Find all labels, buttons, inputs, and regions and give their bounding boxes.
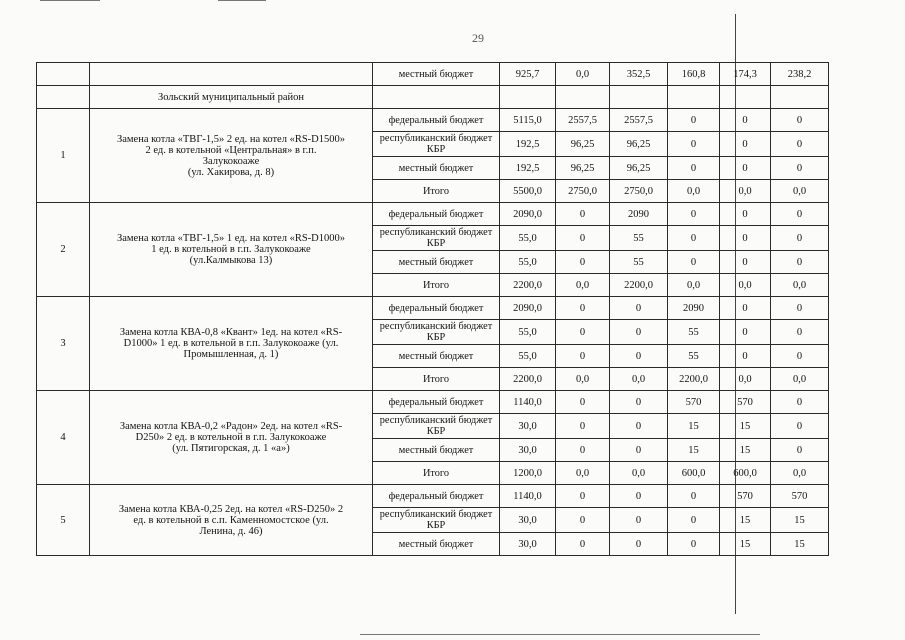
value-cell: 0 (556, 391, 610, 414)
funding-source-cell: местный бюджет (373, 345, 500, 368)
funding-source-cell: Итого (373, 462, 500, 485)
description-line: (ул. Пятигорская, д. 1 «а») (172, 443, 290, 454)
value-cell: 15 (771, 508, 829, 533)
measure-cell (90, 63, 373, 86)
value-cell: 570 (720, 391, 771, 414)
value-cell: 0 (556, 320, 610, 345)
value-cell: 15 (720, 533, 771, 556)
value-cell: 0 (668, 251, 720, 274)
funding-source-cell: федеральный бюджет (373, 391, 500, 414)
value-cell: 0,0 (771, 368, 829, 391)
value-cell: 1140,0 (500, 391, 556, 414)
row-number-cell: 4 (37, 391, 90, 485)
value-cell: 2090,0 (500, 203, 556, 226)
value-cell: 0 (668, 157, 720, 180)
value-cell: 15 (720, 414, 771, 439)
value-cell: 0 (610, 414, 668, 439)
value-cell: 55 (610, 251, 668, 274)
measure-description (90, 109, 373, 203)
value-cell: 600,0 (720, 462, 771, 485)
value-cell: 238,2 (771, 63, 829, 86)
description-line: D250» 2 ед. в котельной в г.п. Залукокоаже (135, 432, 327, 443)
funding-source-cell: местный бюджет (373, 533, 500, 556)
measure-description (90, 203, 373, 297)
value-cell: 600,0 (668, 462, 720, 485)
value-cell: 2090 (668, 297, 720, 320)
value-cell: 0,0 (556, 368, 610, 391)
region-label: Зольский муниципальный район (90, 86, 373, 109)
value-cell: 0,0 (720, 368, 771, 391)
table-row (37, 203, 829, 226)
funding-source-cell: федеральный бюджет (373, 109, 500, 132)
value-cell: 0 (556, 508, 610, 533)
description-line: Замена котла «ТВГ-1,5» 1 ед. на котел «RS-D1000» (116, 233, 345, 244)
funding-source-cell: местный бюджет (373, 439, 500, 462)
description-line: D1000» 1 ед. в котельной в г.п. Залукокоаже (ул. (123, 338, 339, 349)
value-cell: 0 (720, 297, 771, 320)
value-cell: 2750,0 (610, 180, 668, 203)
value-cell: 0 (771, 203, 829, 226)
funding-source-cell: местный бюджет (373, 63, 500, 86)
value-cell: 0,0 (556, 274, 610, 297)
description-line: Замена котла «ТВГ-1,5» 2 ед. на котел «RS-D1500» (116, 133, 345, 145)
value-cell: 2750,0 (556, 180, 610, 203)
value-cell: 0 (668, 132, 720, 157)
value-cell: 15 (771, 533, 829, 556)
value-cell: 0 (556, 226, 610, 251)
value-cell: 0 (771, 157, 829, 180)
value-cell: 2557,5 (556, 109, 610, 132)
value-cell: 2090,0 (500, 297, 556, 320)
value-cell: 0,0 (610, 368, 668, 391)
value-cell: 0 (720, 203, 771, 226)
description-line: 1 ед. в котельной в г.п. Залукокоаже (151, 244, 311, 255)
value-cell: 0,0 (610, 462, 668, 485)
row-number-cell: 1 (37, 109, 90, 203)
value-cell (771, 86, 829, 109)
value-cell: 0 (771, 132, 829, 157)
value-cell: 352,5 (610, 63, 668, 86)
value-cell: 0 (771, 226, 829, 251)
value-cell: 0,0 (556, 462, 610, 485)
value-cell: 0 (610, 320, 668, 345)
value-cell: 0,0 (771, 180, 829, 203)
funding-source-cell: республиканский бюджет КБР (373, 226, 500, 251)
value-cell: 174,3 (720, 63, 771, 86)
value-cell: 2557,5 (610, 109, 668, 132)
value-cell: 5500,0 (500, 180, 556, 203)
value-cell: 0 (771, 251, 829, 274)
value-cell: 55 (610, 226, 668, 251)
funding-source-cell: Итого (373, 368, 500, 391)
value-cell: 96,25 (610, 132, 668, 157)
value-cell: 0 (610, 508, 668, 533)
value-cell: 0 (610, 439, 668, 462)
value-cell: 0 (720, 226, 771, 251)
value-cell: 96,25 (556, 157, 610, 180)
row-number-cell: 5 (37, 485, 90, 556)
value-cell: 0 (610, 297, 668, 320)
value-cell: 0 (556, 203, 610, 226)
value-cell: 15 (720, 508, 771, 533)
funding-source-cell: местный бюджет (373, 251, 500, 274)
description-line: Промышленная, д. 1) (183, 349, 279, 360)
funding-source-cell: федеральный бюджет (373, 297, 500, 320)
value-cell: 2200,0 (668, 368, 720, 391)
value-cell: 96,25 (556, 132, 610, 157)
value-cell: 0 (771, 391, 829, 414)
value-cell: 2200,0 (610, 274, 668, 297)
value-cell: 160,8 (668, 63, 720, 86)
table-row (37, 86, 829, 109)
value-cell: 55,0 (500, 320, 556, 345)
value-cell: 0 (720, 345, 771, 368)
value-cell: 55,0 (500, 226, 556, 251)
value-cell: 1140,0 (500, 485, 556, 508)
description-line: Ленина, д. 46) (199, 525, 263, 537)
top-scan-artifact (40, 0, 100, 1)
value-cell: 0 (720, 251, 771, 274)
value-cell: 0 (610, 533, 668, 556)
value-cell: 0 (556, 533, 610, 556)
value-cell: 0,0 (771, 462, 829, 485)
value-cell: 0 (771, 439, 829, 462)
value-cell: 96,25 (610, 157, 668, 180)
funding-source-cell: республиканский бюджет КБР (373, 320, 500, 345)
table-row (37, 63, 829, 86)
value-cell: 0 (556, 439, 610, 462)
value-cell: 2090 (610, 203, 668, 226)
value-cell (556, 86, 610, 109)
value-cell: 0 (720, 109, 771, 132)
value-cell: 55,0 (500, 345, 556, 368)
funding-source-cell: республиканский бюджет КБР (373, 508, 500, 533)
value-cell: 925,7 (500, 63, 556, 86)
table-row (37, 485, 829, 508)
value-cell: 192,5 (500, 132, 556, 157)
value-cell: 0 (556, 297, 610, 320)
description-line: Замена котла КВА-0,25 2ед. на котел «RS-D250» 2 (118, 503, 344, 515)
value-cell: 55 (668, 345, 720, 368)
value-cell: 0,0 (720, 274, 771, 297)
funding-source-cell: республиканский бюджет КБР (373, 414, 500, 439)
value-cell: 30,0 (500, 439, 556, 462)
value-cell: 55 (668, 320, 720, 345)
value-cell: 15 (720, 439, 771, 462)
measure-description (90, 391, 373, 485)
row-number-cell (37, 86, 90, 109)
row-number-cell: 3 (37, 297, 90, 391)
description-line: 2 ед. в котельной «Центральная» в г.п. (145, 144, 317, 156)
table-row (37, 391, 829, 414)
value-cell: 0 (771, 109, 829, 132)
description-line: Залукокоаже (202, 155, 260, 167)
value-cell: 0 (556, 251, 610, 274)
table-row (37, 297, 829, 320)
value-cell: 192,5 (500, 157, 556, 180)
value-cell: 30,0 (500, 414, 556, 439)
value-cell: 30,0 (500, 508, 556, 533)
value-cell: 2200,0 (500, 274, 556, 297)
value-cell: 0 (610, 485, 668, 508)
funding-source-cell: федеральный бюджет (373, 203, 500, 226)
value-cell: 0 (771, 414, 829, 439)
value-cell: 0 (610, 391, 668, 414)
value-cell: 0 (771, 345, 829, 368)
value-cell: 15 (668, 439, 720, 462)
value-cell (610, 86, 668, 109)
funding-source-cell: местный бюджет (373, 157, 500, 180)
value-cell: 0 (720, 320, 771, 345)
funding-source-cell: федеральный бюджет (373, 485, 500, 508)
description-line: Замена котла КВА-0,2 «Радон» 2ед. на котел «RS- (119, 421, 343, 432)
value-cell: 0 (556, 485, 610, 508)
funding-source-cell: республиканский бюджет КБР (373, 132, 500, 157)
funding-source-cell: Итого (373, 180, 500, 203)
value-cell: 0 (771, 320, 829, 345)
value-cell: 30,0 (500, 533, 556, 556)
value-cell: 0 (771, 297, 829, 320)
description-line: (ул. Хакирова, д. 8) (187, 166, 275, 178)
value-cell: 570 (668, 391, 720, 414)
value-cell: 55,0 (500, 251, 556, 274)
measure-description (90, 297, 373, 391)
funding-source-cell: Итого (373, 274, 500, 297)
value-cell: 0 (668, 203, 720, 226)
value-cell: 0 (668, 485, 720, 508)
budget-table (36, 62, 829, 556)
value-cell: 570 (720, 485, 771, 508)
page-number: 29 (472, 31, 484, 45)
value-cell: 0,0 (556, 63, 610, 86)
value-cell: 0 (556, 414, 610, 439)
value-cell: 0 (668, 226, 720, 251)
value-cell (668, 86, 720, 109)
row-number-cell: 2 (37, 203, 90, 297)
value-cell (500, 86, 556, 109)
value-cell: 0,0 (771, 274, 829, 297)
value-cell: 15 (668, 414, 720, 439)
value-cell: 0 (556, 345, 610, 368)
funding-source-cell (373, 86, 500, 109)
value-cell: 0 (610, 345, 668, 368)
value-cell: 0,0 (668, 274, 720, 297)
value-cell: 0 (668, 533, 720, 556)
value-cell (720, 86, 771, 109)
value-cell: 0 (720, 132, 771, 157)
value-cell: 5115,0 (500, 109, 556, 132)
value-cell: 0 (668, 109, 720, 132)
value-cell: 0,0 (720, 180, 771, 203)
value-cell: 0,0 (668, 180, 720, 203)
value-cell: 0 (668, 508, 720, 533)
bottom-scan-line (360, 634, 760, 635)
value-cell: 2200,0 (500, 368, 556, 391)
description-line: (ул.Калмыкова 13) (189, 255, 273, 266)
table-row (37, 109, 829, 132)
value-cell: 570 (771, 485, 829, 508)
top-scan-artifact (218, 0, 266, 1)
value-cell: 1200,0 (500, 462, 556, 485)
description-line: Замена котла КВА-0,8 «Квант» 1ед. на котел «RS- (119, 327, 343, 338)
row-number-cell (37, 63, 90, 86)
value-cell: 0 (720, 157, 771, 180)
description-line: ед. в котельной в с.п. Каменномостское (ул. (133, 514, 329, 526)
measure-description (90, 485, 373, 556)
